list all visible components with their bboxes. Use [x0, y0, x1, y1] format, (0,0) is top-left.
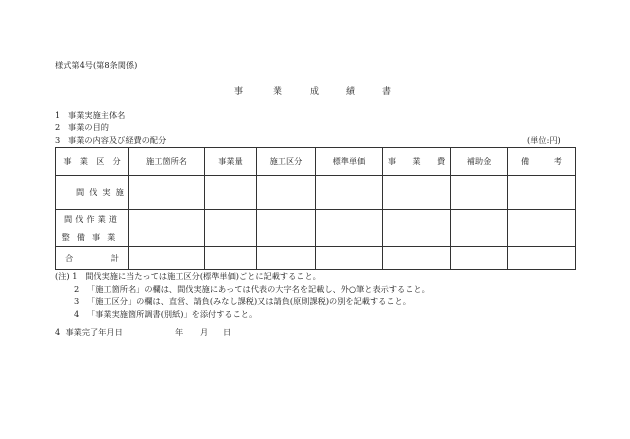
title-char-1: 事 [234, 87, 244, 97]
table-cell[interactable] [383, 176, 451, 210]
table-cell[interactable] [129, 176, 205, 210]
table-cell[interactable] [316, 176, 383, 210]
note-4: 4 「事業実施箇所調書(別紙)」を添付すること。 [74, 309, 258, 319]
completion-date-label: 事業完了年月日 [65, 327, 123, 337]
item-text: 事業の目的 [68, 122, 109, 132]
table-cell[interactable] [129, 210, 205, 247]
note-1: (注) 1 間伐実施に当たっては施工区分(標準単価)ごとに記載すること。 [55, 271, 321, 281]
header-project-category: 事 業 区 分 [56, 148, 129, 176]
table-cell[interactable] [257, 247, 316, 270]
table-cell[interactable] [508, 247, 576, 270]
completion-month: 月 [200, 327, 209, 337]
table-cell[interactable] [508, 210, 576, 247]
form-reference: 様式第4号(第8条関係) [55, 60, 138, 70]
title-char-2: 業 [273, 87, 283, 97]
note-2: 2 「施工箇所名」の欄は、間伐実施にあっては代表の大字名を記載し、外○筆と表示すること。 [74, 284, 430, 294]
table-cell[interactable] [205, 247, 257, 270]
table-cell[interactable] [451, 210, 508, 247]
item-number: 1 [55, 110, 61, 120]
row-label-thinning: 間伐実施 [56, 176, 129, 210]
item-2 [55, 122, 109, 133]
header-unit-price: 標準単価 [316, 148, 383, 176]
table-cell[interactable] [205, 210, 257, 247]
item-number: 3 [55, 135, 61, 145]
table-cell[interactable] [257, 176, 316, 210]
table-cell[interactable] [383, 247, 451, 270]
header-site-name: 施工箇所名 [129, 148, 205, 176]
header-remarks: 備 考 [508, 148, 576, 176]
completion-date-row: 4 事業完了年月日 [55, 327, 123, 337]
header-subsidy: 補助金 [451, 148, 508, 176]
title-char-3: 成 [310, 87, 320, 97]
notes-prefix: (注) [55, 271, 70, 281]
table-row [56, 210, 576, 247]
table-cell[interactable] [257, 210, 316, 247]
completion-day: 日 [223, 327, 232, 337]
unit-label: (単位:円) [527, 135, 561, 145]
title-char-5: 書 [382, 87, 392, 97]
table-cell[interactable] [508, 176, 576, 210]
document-title [0, 84, 630, 96]
item-number: 2 [55, 122, 61, 132]
item-1 [55, 110, 125, 121]
title-char-4: 績 [346, 87, 356, 97]
table-cell[interactable] [205, 176, 257, 210]
table-cell[interactable] [316, 247, 383, 270]
table-cell[interactable] [451, 176, 508, 210]
table-cell[interactable] [129, 247, 205, 270]
header-quantity: 事業量 [205, 148, 257, 176]
table-cell[interactable] [383, 210, 451, 247]
table-header-row [56, 148, 576, 176]
row-label-total: 合 計 [56, 247, 129, 270]
table-cell[interactable] [451, 247, 508, 270]
item-3 [55, 135, 166, 146]
table-total-row [56, 247, 576, 270]
note-3: 3 「施工区分」の欄は、直営、請負(みなし課税)又は請負(原則課税)の別を記載すること。 [74, 296, 411, 306]
row-label-work-road: 間伐作業道 整備事業 [56, 210, 129, 247]
item-text: 事業実施主体名 [68, 110, 126, 120]
table-cell[interactable] [316, 210, 383, 247]
header-work-type: 施工区分 [257, 148, 316, 176]
expense-table [55, 147, 576, 270]
item-text: 事業の内容及び経費の配分 [68, 135, 167, 145]
header-project-cost: 事 業 費 [383, 148, 451, 176]
completion-year: 年 [175, 327, 184, 337]
table-row [56, 176, 576, 210]
